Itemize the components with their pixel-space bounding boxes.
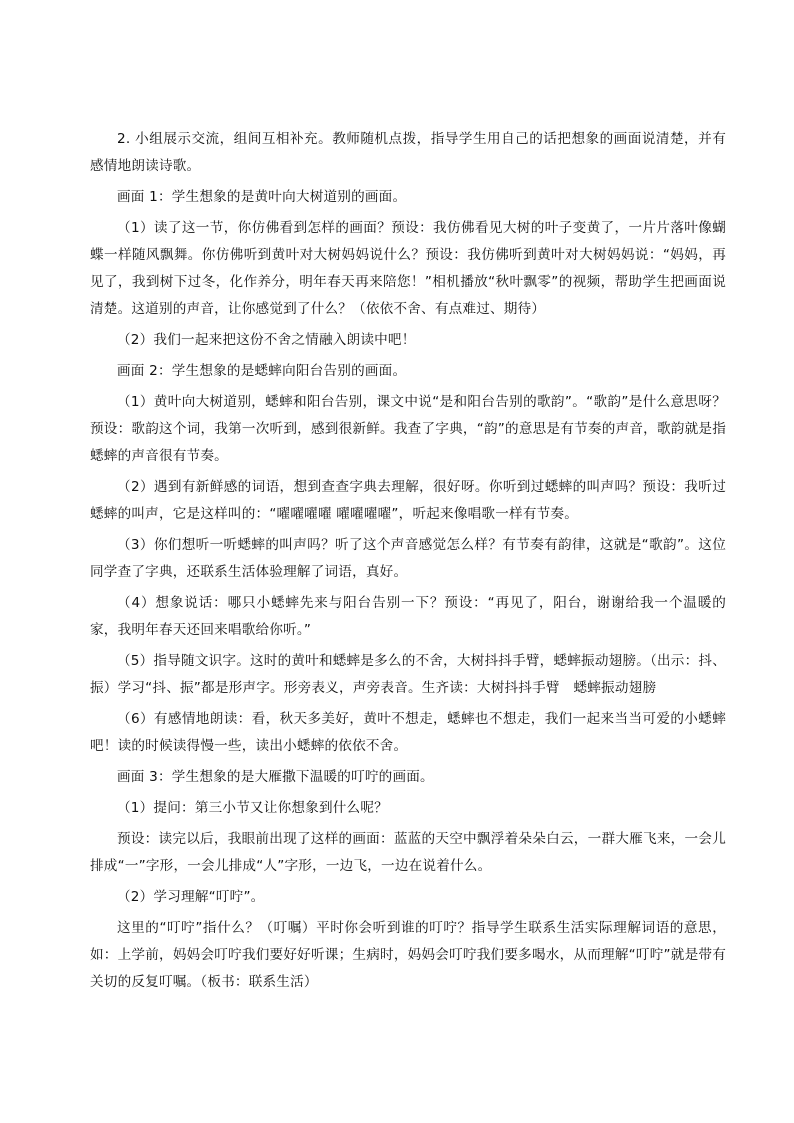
paragraph-scene-2-item-1: （1）黄叶向大树道别，蟋蟀和阳台告别，课文中说“是和阳台告别的歌韵”。“歌韵”是什么意思呀？预设：歌韵这个词，我第一次听到，感到很新鲜。我查了字典，“韵”的意思是有节奏的声音，歌韵就是指蟋蟀的声音很有节奏。 <box>90 394 726 464</box>
paragraph-scene-2-item-6: （6）有感情地朗读：看，秋天多美好，黄叶不想走，蟋蟀也不想走，我们一起来当当可爱的小蟋蟀吧！读的时候读得慢一些，读出小蟋蟀的依依不舍。 <box>90 711 726 754</box>
paragraph-scene-2-item-4: （4）想象说话：哪只小蟋蟀先来与阳台告别一下？预设：“再见了，阳台，谢谢给我一个温暖的家，我明年春天还回来唱歌给你听。” <box>90 595 726 638</box>
paragraph-scene-3-heading: 画面 3：学生想象的是大雁撒下温暖的叮咛的画面。 <box>117 769 434 785</box>
paragraph-scene-3-item-1: （1）提问：第三小节又让你想象到什么呢？ <box>117 800 388 816</box>
paragraph-scene-2-item-3: （3）你们想听一听蟋蟀的叫声吗？听了这个声音感觉怎么样？有节奏有韵律，这就是“歌韵”。这位同学查了字典，还联系生活体验理解了词语，真好。 <box>90 537 726 580</box>
paragraph-scene-2-item-5: （5）指导随文识字。这时的黄叶和蟋蟀是多么的不舍，大树抖抖手臂，蟋蟀振动翅膀。（出示：抖、振）学习“抖、振”都是形声字。形旁表义，声旁表音。生齐读：大树抖抖手臂 蟋蟀振动翅膀 <box>90 653 726 696</box>
paragraph-scene-1-heading: 画面 1：学生想象的是黄叶向大树道别的画面。 <box>117 189 407 205</box>
paragraph-scene-1-item-2: （2）我们一起来把这份不舍之情融入朗读中吧！ <box>117 332 416 348</box>
paragraph-scene-3-explanation: 这里的“叮咛”指什么？（叮嘱）平时你会听到谁的叮咛？指导学生联系生活实际理解词语的意思，如：上学前，妈妈会叮咛我们要好好听课；生病时，妈妈会叮咛我们要多喝水，从而理解“叮咛”就是带有关切的反复叮嘱。（板书：联系生活） <box>90 920 726 990</box>
paragraph-discussion-intro: 2. 小组展示交流，组间互相补充。教师随机点拨，指导学生用自己的话把想象的画面说清楚，并有感情地朗读诗歌。 <box>90 131 726 174</box>
document-body <box>90 126 726 1000</box>
paragraph-scene-2-item-2: （2）遇到有新鲜感的词语，想到查查字典去理解，很好呀。你听到过蟋蟀的叫声吗？预设：我听过蟋蟀的叫声，它是这样叫的：“嚁嚁嚁嚁 嚁嚁嚁嚁”，听起来像唱歌一样有节奏。 <box>90 479 726 522</box>
paragraph-scene-1-item-1: （1）读了这一节，你仿佛看到怎样的画面？预设：我仿佛看见大树的叶子变黄了，一片片落叶像蝴蝶一样随风飘舞。你仿佛听到黄叶对大树妈妈说什么？预设：我仿佛听到黄叶对大树妈妈说：“妈妈，再见了，我到树下过冬，化作养分，明年春天再来陪您！”相机播放“秋叶飘零”的视频，帮助学生把画面说清楚。这道别的声音，让你感觉到了什么？（依依不舍、有点难过、期待） <box>90 220 726 317</box>
paragraph-scene-2-heading: 画面 2：学生想象的是蟋蟀向阳台告别的画面。 <box>117 363 407 379</box>
paragraph-scene-3-preset: 预设：读完以后，我眼前出现了这样的画面：蓝蓝的天空中飘浮着朵朵白云，一群大雁飞来，一会儿排成“一”字形，一会儿排成“人”字形，一边飞，一边在说着什么。 <box>90 831 726 874</box>
paragraph-scene-3-item-2: （2）学习理解“叮咛”。 <box>117 889 265 905</box>
